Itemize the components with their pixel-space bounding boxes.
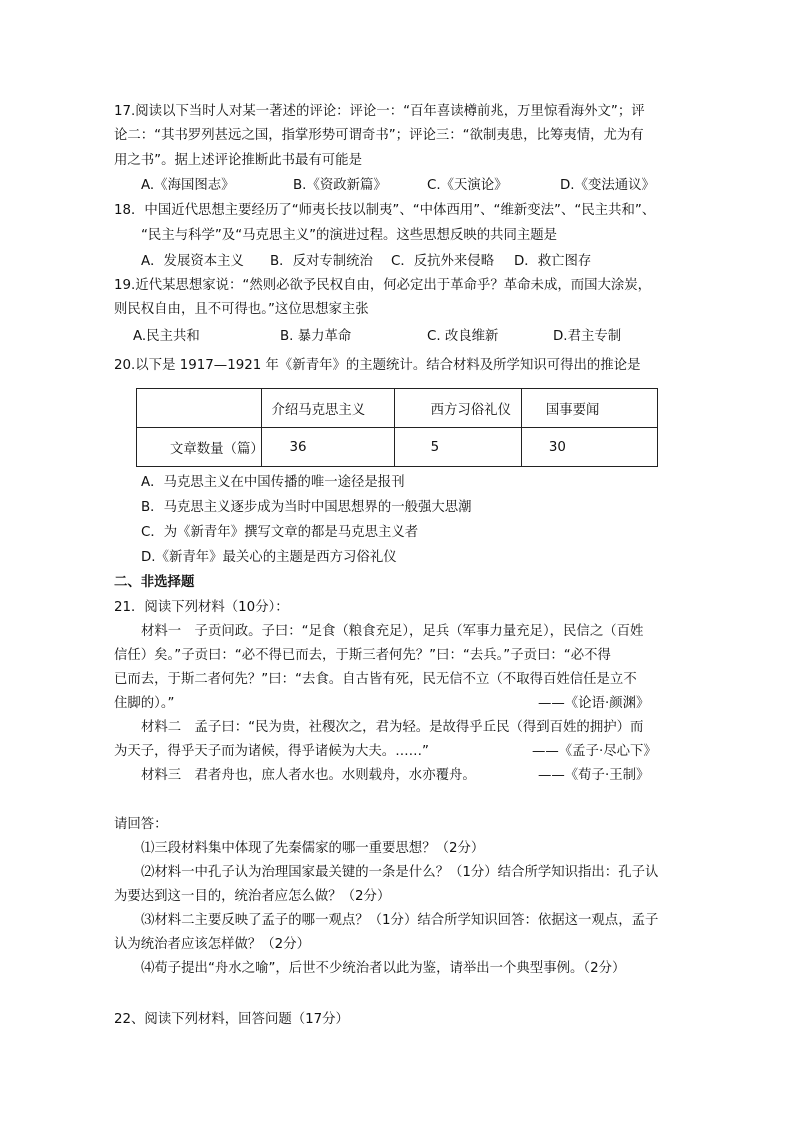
q17-line-2: 论二：“其书罗列甚远之国，指掌形势可谓奇书”；评论三：“欲制夷患，比筹夷情，尤为有	[114, 128, 644, 143]
q21-sub-3-line-2: 认为统治者应该怎样做？（2分）	[114, 937, 310, 952]
table-cell: 30	[521, 428, 657, 467]
q21-sub-2-line-1: ⑵材料一中孔子认为治理国家最关键的一条是什么？（1分）结合所学知识指出：孔子认	[141, 865, 659, 880]
material1-line-4: 住脚的）。”	[114, 696, 175, 711]
q21-sub-2-line-2: 为要达到这一目的，统治者应怎么做？（2分）	[114, 889, 391, 904]
q17-option-c: C.《天演论》	[427, 178, 508, 193]
table-header-cell: 介绍马克思主义	[262, 389, 394, 428]
material2-line-1: 材料二 孟子曰：“民为贵，社稷次之，君为轻。是故得乎丘民（得到百姓的拥护）而	[141, 720, 644, 735]
q21-sub-3-line-1: ⑶材料二主要反映了孟子的哪一观点？（1分）结合所学知识回答：依据这一观点，孟子	[141, 913, 659, 928]
q20-option-b: B．马克思主义逐步成为当时中国思想界的一般强大思潮	[141, 500, 472, 515]
section-title: 二、非选择题	[114, 575, 195, 590]
q18-option-a: A．发展资本主义	[141, 254, 244, 269]
material3-source: ——《荀子·王制》	[538, 768, 650, 783]
material2-line-2: 为天子，得乎天子而为诸候，得乎诸候为大夫。……”	[114, 744, 429, 759]
q19-option-d: D.君主专制	[553, 329, 622, 344]
material2-source: ——《孟子·尽心下》	[532, 744, 657, 759]
q21-sub-1: ⑴三段材料集中体现了先秦儒家的哪一重要思想？（2分）	[141, 841, 485, 856]
q20-stem: 20.以下是 1917—1921 年《新青年》的主题统计。结合材料及所学知识可得出的推论是	[114, 358, 641, 373]
table-cell: 36	[262, 428, 394, 467]
q21-sub-4: ⑷荀子提出“舟水之喻”，后世不少统治者以此为鉴，请举出一个典型事例。（2分）	[141, 961, 626, 976]
q17-option-d: D.《变法通议》	[560, 178, 655, 193]
material3-text: 材料三 君者舟也，庶人者水也。水则载舟，水亦覆舟。	[141, 768, 476, 783]
table-cell: 5	[394, 428, 521, 467]
material1-line-1: 材料一 子贡问政。子曰：“足食（粮食充足），足兵（军事力量充足），民信之（百姓	[141, 624, 644, 639]
material1-source: ——《论语·颜渊》	[538, 696, 650, 711]
statistics-table	[136, 388, 658, 467]
q19-option-b: B. 暴力革命	[280, 329, 352, 344]
table-row	[137, 428, 658, 467]
q18-option-d: D．救亡图存	[514, 254, 592, 269]
answer-prompt: 请回答：	[114, 817, 168, 832]
table-header-cell	[137, 389, 262, 428]
q19-option-c: C. 改良维新	[427, 329, 499, 344]
q21-stem: 21．阅读下列材料（10分）：	[114, 600, 289, 615]
q17-option-a: A.《海国图志》	[141, 178, 235, 193]
q18-line-2: “民主与科学”及“马克思主义”的演进过程。这些思想反映的共同主题是	[141, 228, 558, 243]
q20-option-d: D.《新青年》最关心的主题是西方习俗礼仪	[141, 550, 397, 565]
q19-option-a: A.民主共和	[133, 329, 200, 344]
q19-line-2: 则民权自由，且不可得也。”这位思想家主张	[114, 302, 369, 317]
q17-line-3: 用之书”。据上述评论推断此书最有可能是	[114, 153, 362, 168]
q17-line-1: 17.阅读以下当时人对某一著述的评论：评论一：“百年喜读樽前兆，万里惊看海外文”；评	[114, 104, 645, 119]
table-header-cell: 西方习俗礼仪	[394, 389, 521, 428]
material1-line-3: 已而去，于斯二者何先？”曰：“去食。自古皆有死，民无信不立（不取得百姓信任是立不	[114, 672, 637, 687]
q20-option-c: C．为《新青年》撰写文章的都是马克思主义者	[141, 525, 419, 540]
q18-line-1: 18．中国近代思想主要经历了“师夷长技以制夷”、“中体西用”、“维新变法”、“民主共和”、	[114, 203, 656, 218]
q18-option-c: C．反抗外来侵略	[391, 254, 495, 269]
table-row-label: 文章数量（篇）	[137, 428, 262, 467]
q19-line-1: 19.近代某思想家说：“然则必欲予民权自由，何必定出于革命乎？革命未成，而国大涂炭，	[114, 278, 652, 293]
q20-option-a: A．马克思主义在中国传播的唯一途径是报刊	[141, 475, 405, 490]
q18-option-b: B．反对专制统治	[270, 254, 373, 269]
table-header-row	[137, 389, 658, 428]
q22-stem: 22、阅读下列材料，回答问题（17分）	[114, 1012, 349, 1027]
table-header-cell: 国事要闻	[521, 389, 657, 428]
q17-option-b: B.《资政新篇》	[293, 178, 387, 193]
material1-line-2: 信任）矣。”子贡曰：“必不得已而去，于斯三者何先？”曰：“去兵。”子贡曰：“必不得	[114, 648, 611, 663]
